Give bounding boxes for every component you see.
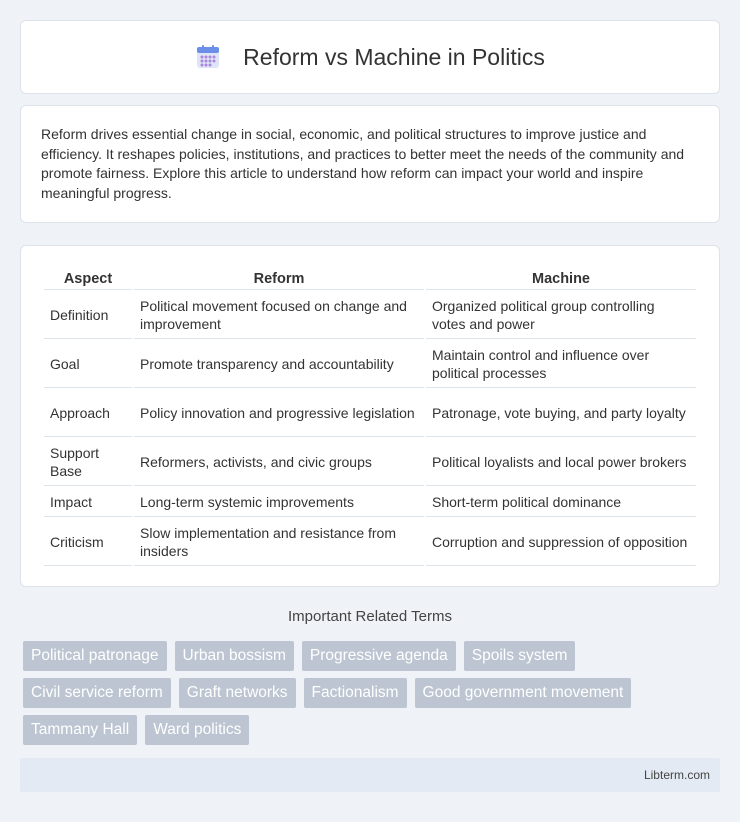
related-terms-list — [23, 641, 713, 745]
cell-aspect: Approach — [44, 390, 132, 437]
tag-political-patronage[interactable]: Political patronage — [23, 641, 167, 671]
cell-reform: Reformers, activists, and civic groups — [134, 439, 424, 486]
cell-aspect: Criticism — [44, 519, 132, 566]
calendar-icon — [195, 44, 221, 70]
tag-ward-politics[interactable]: Ward politics — [145, 715, 249, 745]
intro-card — [20, 105, 720, 223]
page-title: Reform vs Machine in Politics — [243, 43, 545, 70]
tag-spoils-system[interactable]: Spoils system — [464, 641, 576, 671]
cell-reform: Slow implementation and resistance from insiders — [134, 519, 424, 566]
header-aspect: Aspect — [44, 268, 132, 290]
cell-machine: Corruption and suppression of opposition — [426, 519, 696, 566]
cell-machine: Maintain control and influence over political processes — [426, 341, 696, 388]
cell-aspect: Impact — [44, 488, 132, 517]
cell-reform: Political movement focused on change and improvement — [134, 292, 424, 339]
header-machine: Machine — [426, 268, 696, 290]
table-row — [44, 488, 696, 517]
cell-aspect: Support Base — [44, 439, 132, 486]
table-row — [44, 341, 696, 388]
footer — [20, 758, 720, 792]
related-terms-title: Important Related Terms — [288, 608, 452, 625]
table-row — [44, 439, 696, 486]
title-wrap — [195, 44, 545, 71]
comparison-table — [42, 266, 698, 568]
table-header-row — [44, 268, 696, 290]
table-row — [44, 519, 696, 566]
intro-text: Reform drives essential change in social, economic, and political structures to improve justice and efficiency. It reshapes policies, institutions, and practices to better meet the needs of the community and promote fairness. Explore this article to understand how reform can impact your world and inspire meaningful progress. — [41, 126, 685, 201]
footer-site-link[interactable]: Libterm.com — [643, 768, 710, 782]
cell-machine: Organized political group controlling votes and power — [426, 292, 696, 339]
cell-reform: Long-term systemic improvements — [134, 488, 424, 517]
tag-tammany-hall[interactable]: Tammany Hall — [23, 715, 137, 745]
header-card — [20, 20, 720, 94]
cell-aspect: Definition — [44, 292, 132, 339]
cell-machine: Political loyalists and local power brokers — [426, 439, 696, 486]
cell-machine: Patronage, vote buying, and party loyalty — [426, 390, 696, 437]
header-reform: Reform — [134, 268, 424, 290]
cell-reform: Promote transparency and accountability — [134, 341, 424, 388]
tag-factionalism[interactable]: Factionalism — [304, 678, 407, 708]
cell-reform: Policy innovation and progressive legislation — [134, 390, 424, 437]
tag-good-government-movement[interactable]: Good government movement — [415, 678, 632, 708]
tag-progressive-agenda[interactable]: Progressive agenda — [302, 641, 456, 671]
comparison-card — [20, 245, 720, 587]
cell-aspect: Goal — [44, 341, 132, 388]
cell-machine: Short-term political dominance — [426, 488, 696, 517]
tag-graft-networks[interactable]: Graft networks — [179, 678, 296, 708]
table-row — [44, 390, 696, 437]
table-row — [44, 292, 696, 339]
tag-urban-bossism[interactable]: Urban bossism — [175, 641, 294, 671]
tag-civil-service-reform[interactable]: Civil service reform — [23, 678, 171, 708]
